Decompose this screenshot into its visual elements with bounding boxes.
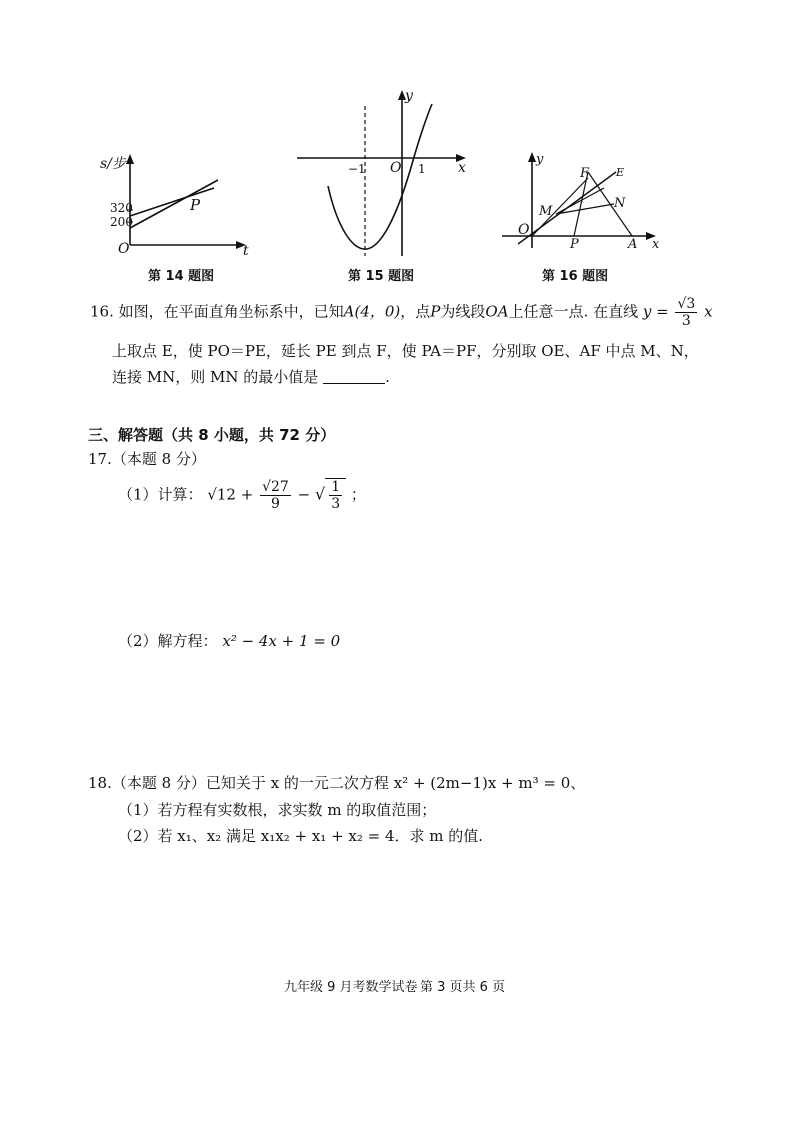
q18-header: 18.（本题 8 分）已知关于 x 的一元二次方程 x² + (2m−1)x + m³ = 0、 bbox=[88, 774, 586, 792]
q17-part1-frac-den: 9 bbox=[271, 496, 280, 512]
q17-part2-label: （2）解方程： bbox=[118, 632, 218, 650]
fig16-origin-label: O bbox=[518, 222, 530, 238]
fig16-label-P: P bbox=[570, 237, 579, 252]
fig16-segment-AF bbox=[588, 172, 632, 236]
fig15-tick-1: 1 bbox=[418, 162, 426, 176]
q17-part1-frac bbox=[260, 479, 291, 512]
q16-number: 16. bbox=[90, 302, 114, 321]
fig16-y-label: y bbox=[536, 152, 544, 167]
q16-line3-end: . bbox=[385, 368, 390, 386]
q16-x: x bbox=[704, 302, 713, 321]
fig14-y-arrow bbox=[126, 154, 134, 164]
fig14-y-label: s/步 bbox=[100, 156, 126, 172]
fig15-x-label: x bbox=[458, 160, 466, 176]
fig16-label-E: E bbox=[616, 166, 625, 179]
q16-line-3 bbox=[112, 366, 390, 387]
q17-part2-expr: x² − 4x + 1 = 0 bbox=[222, 632, 341, 650]
q16-frac-num: √3 bbox=[677, 296, 696, 312]
q16-P: P bbox=[430, 302, 441, 321]
footer-exam-title: 九年级 9 月考数学试卷 bbox=[284, 980, 418, 995]
q16-OA: OA bbox=[485, 302, 509, 321]
fig16-y-arrow bbox=[528, 152, 536, 162]
q16-text-b: ，点 bbox=[400, 302, 431, 321]
fig16-label-F: F bbox=[580, 166, 590, 181]
q17-sqrt-frac bbox=[329, 479, 342, 512]
q17-sqrt-frac-den: 3 bbox=[331, 496, 341, 512]
q18-part2: （2）若 x₁、x₂ 满足 x₁x₂ + x₁ + x₂ = 4．求 m 的值. bbox=[118, 827, 484, 845]
fig15-y-label: y bbox=[405, 88, 413, 104]
q16-answer-blank[interactable] bbox=[323, 369, 385, 384]
q16-fraction bbox=[675, 296, 697, 329]
q17-header: 17.（本题 8 分） bbox=[88, 450, 206, 468]
q17-sqrt-body bbox=[325, 478, 346, 512]
fig15-tick-neg1: −1 bbox=[348, 162, 366, 176]
fig14-tick-label-200: 200 bbox=[110, 215, 133, 229]
fig15-caption: 第 15 题图 bbox=[348, 269, 415, 284]
q17-part1-label: （1）计算： bbox=[118, 485, 203, 504]
q18-part1: （1）若方程有实数根，求实数 m 的取值范围； bbox=[118, 801, 437, 819]
q16-text-c: 为线段 bbox=[440, 302, 486, 321]
section-3-title: 三、解答题（共 8 小题，共 72 分） bbox=[88, 426, 336, 444]
fig16-segment-PF bbox=[574, 172, 588, 236]
fig15-parabola bbox=[328, 104, 432, 249]
q16-line-1 bbox=[90, 296, 713, 329]
q16-line3-text: 连接 MN，则 MN 的最小值是 bbox=[112, 368, 319, 386]
fig16-label-M: M bbox=[539, 204, 553, 219]
fig14-caption: 第 14 题图 bbox=[148, 269, 215, 284]
q17-part1-expr-b: − bbox=[297, 485, 311, 504]
fig14-origin-label: O bbox=[118, 241, 130, 257]
q17-part1 bbox=[118, 478, 366, 512]
q17-part2 bbox=[118, 630, 340, 651]
fig14-line-b bbox=[130, 188, 214, 216]
fig16-label-N: N bbox=[614, 196, 626, 211]
q17-sqrt-frac-num: 1 bbox=[331, 479, 341, 495]
q17-part1-frac-num: √27 bbox=[262, 479, 289, 495]
fig15-origin-label: O bbox=[390, 160, 402, 176]
q16-point-A: A(4，0) bbox=[343, 302, 401, 321]
fig16-caption: 第 16 题图 bbox=[542, 269, 609, 284]
fig16-label-A: A bbox=[628, 237, 638, 252]
q17-sqrt-symbol: √ bbox=[314, 484, 326, 504]
q16-line-2: 上取点 E，使 PO＝PE，延长 PE 到点 F，使 PA＝PF，分别取 OE、AF 中点 M、N， bbox=[112, 342, 699, 360]
q17-part1-expr-a: √12 + bbox=[207, 485, 254, 504]
figure-15-graph bbox=[292, 86, 474, 261]
q17-part1-end: ； bbox=[350, 485, 366, 504]
fig14-point-label: P bbox=[190, 196, 201, 214]
fig16-x-label: x bbox=[652, 237, 660, 252]
q16-frac-den: 3 bbox=[681, 313, 691, 329]
fig14-line-a bbox=[130, 180, 218, 228]
q16-y-eq: y = bbox=[642, 302, 669, 321]
q16-text-a: 如图，在平面直角坐标系中，已知 bbox=[118, 302, 344, 321]
fig14-x-label: t bbox=[243, 243, 249, 259]
footer-page-number: 第 3 页共 6 页 bbox=[420, 980, 506, 995]
q16-text-d: 上任意一点. 在直线 bbox=[508, 302, 639, 321]
fig14-tick-label-320: 320 bbox=[110, 201, 133, 215]
